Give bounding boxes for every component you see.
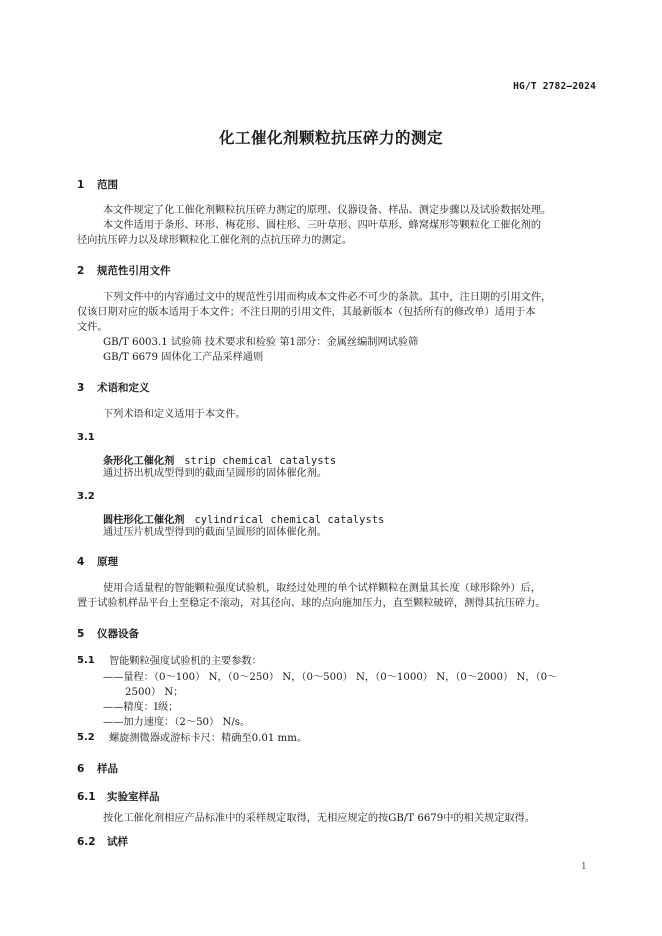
document-title: 化工催化剂颗粒抗压碎力的测定 [218, 129, 443, 147]
section-3-intro: 下列术语和定义适用于本文件。 [103, 409, 246, 420]
section-5-heading: 5 仪器设备 [77, 628, 139, 640]
section-2-line-2: 仅该日期对应的版本适用于本文件；不注日期的引用文件，其最新版本（包括所有的修改单）适用于本 [77, 307, 536, 318]
param-range-line-1: ——量程：（0～100） N，（0～250） N，（0～500） N，（0～1000） N，（0～2000） N，（0～ [103, 672, 558, 683]
section-1-line-1: 本文件规定了化工催化剂颗粒抗压碎力测定的原理、仪器设备、样品、测定步骤以及试验数据处理。 [103, 205, 552, 216]
term-3-2-title: 圆柱形化工催化剂 cylindrical chemical catalysts [103, 515, 385, 526]
clause-5-1-number: 5.1 [77, 655, 95, 666]
term-3-2-definition: 通过压片机成型得到的截面呈圆形的固体催化剂。 [103, 527, 328, 538]
clause-6-2-heading: 6.2 试样 [77, 836, 128, 848]
param-loading-speed: ——加力速度：（2～50） N/s。 [103, 717, 251, 728]
page-number: 1 [581, 862, 587, 872]
clause-6-1-text: 按化工催化剂相应产品标准中的采样规定取得，无相应规定的按GB/T 6679中的相关规定取得。 [103, 813, 535, 824]
term-3-1-title: 条形化工催化剂 strip chemical catalysts [103, 456, 337, 467]
standard-code: HG/T 2782—2024 [513, 81, 596, 92]
normative-ref-1: GB/T 6003.1 试验筛 技术要求和检验 第1部分：金属丝编制网试验筛 [103, 337, 419, 348]
section-1-line-3: 径向抗压碎力以及球形颗粒化工催化剂的点抗压碎力的测定。 [77, 235, 353, 246]
term-3-2-number: 3.2 [77, 491, 95, 502]
section-1-line-2: 本文件适用于条形、环形、梅花形、圆柱形、三叶草形、四叶草形、蜂窝煤形等颗粒化工催化剂的 [103, 220, 542, 231]
param-range-line-2: 2500） N； [125, 687, 184, 698]
clause-5-2-text: 螺旋测微器或游标卡尺：精确至0.01 mm。 [109, 733, 308, 744]
term-3-1-definition: 通过挤出机成型得到的截面呈圆形的固体催化剂。 [103, 468, 328, 479]
section-2-heading: 2 规范性引用文件 [77, 265, 171, 277]
section-6-heading: 6 样品 [77, 763, 118, 775]
param-accuracy: ——精度：Ⅰ级； [103, 702, 179, 713]
normative-ref-2: GB/T 6679 固体化工产品采样通则 [103, 352, 264, 363]
clause-5-1-text: 智能颗粒强度试验机的主要参数： [109, 656, 262, 667]
section-4-line-2: 置于试验机样品平台上至稳定不滚动，对其径向、球的点向施加压力，直至颗粒破碎，测得其抗压碎力。 [77, 598, 546, 609]
section-4-line-1: 使用合适量程的智能颗粒强度试验机，取经过处理的单个试样颗粒在测量其长度（球形除外）后， [103, 583, 542, 594]
term-3-1-number: 3.1 [77, 432, 95, 443]
section-4-heading: 4 原理 [77, 556, 118, 568]
section-2-line-3: 文件。 [77, 322, 108, 333]
section-1-heading: 1 范围 [77, 179, 118, 191]
clause-6-1-heading: 6.1 实验室样品 [77, 791, 160, 803]
section-2-line-1: 下列文件中的内容通过文中的规范性引用而构成本文件必不可少的条款。其中，注日期的引用文件， [103, 292, 552, 303]
section-3-heading: 3 术语和定义 [77, 382, 150, 394]
clause-5-2-number: 5.2 [77, 732, 95, 743]
